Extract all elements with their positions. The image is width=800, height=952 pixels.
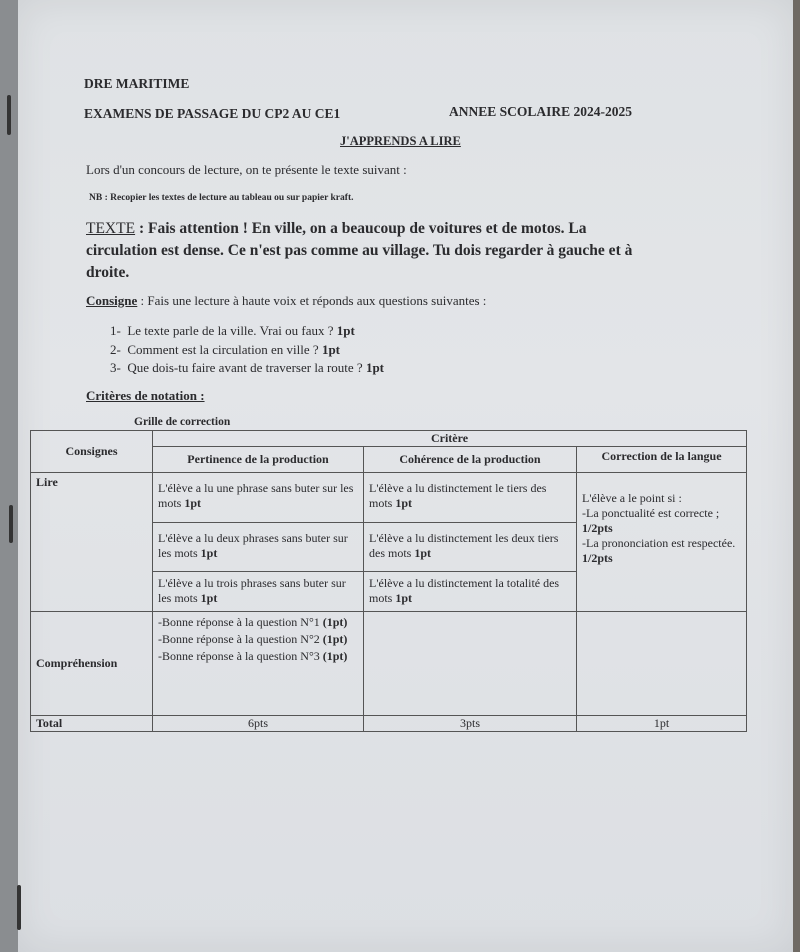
binding-mark	[7, 95, 11, 135]
total-langue: 1pt	[577, 716, 747, 732]
cell-points: 1/2pts	[582, 550, 613, 565]
total-pertinence: 6pts	[153, 716, 364, 732]
question-2	[110, 342, 340, 358]
cell-coherence-3	[364, 572, 577, 612]
cell-correction-langue	[577, 473, 747, 612]
texte-text: : Fais attention ! En ville, on a beaucoup de voitures et de motos. La	[135, 220, 587, 237]
header-consignes: Consignes	[31, 431, 153, 473]
cell-points: 1pt	[414, 546, 432, 560]
cell-points: (1pt)	[322, 615, 348, 629]
question-number: 1-	[110, 323, 121, 338]
cell-text: -Bonne réponse à la question N°3	[158, 649, 320, 663]
cell-coherence-2	[364, 523, 577, 572]
cell-points: (1pt)	[322, 632, 348, 646]
criteres-title: Critères de notation :	[86, 388, 205, 403]
cell-text: -Bonne réponse à la question N°2	[158, 632, 320, 646]
cell-pertinence-3	[153, 572, 364, 612]
row-label-comprehension: Compréhension	[31, 612, 153, 716]
dre-title: DRE MARITIME	[84, 76, 190, 91]
correction-grid	[30, 430, 747, 732]
cell-points: 1pt	[200, 546, 218, 560]
exam-title: EXAMENS DE PASSAGE DU CP2 AU CE1	[84, 106, 341, 121]
nb-note: NB : Recopier les textes de lecture au tableau ou sur papier kraft.	[89, 193, 354, 203]
cell-comprehension	[153, 612, 364, 716]
question-3	[110, 360, 384, 376]
cell-text: L'élève a lu distinctement la totalité des mots	[369, 576, 560, 605]
texte-line-3: droite.	[86, 264, 130, 281]
header-pertinence: Pertinence de la production	[153, 447, 364, 473]
question-text: Que dois-tu faire avant de traverser la route ?	[127, 360, 363, 375]
cell-text: -Bonne réponse à la question N°1	[158, 615, 320, 629]
cell-pertinence-1	[153, 473, 364, 523]
grille-title: Grille de correction	[134, 416, 231, 428]
question-points: 1pt	[321, 342, 340, 357]
question-1	[110, 323, 355, 339]
texte-line-2: circulation est dense. Ce n'est pas comme au village. Tu dois regarder à gauche et à	[86, 242, 633, 259]
intro-text: Lors d'un concours de lecture, on te présente le texte suivant :	[86, 162, 407, 177]
cell-text: L'élève a lu une phrase sans buter sur les mots	[158, 481, 354, 510]
cell-empty	[364, 612, 577, 716]
cell-text: L'élève a lu deux phrases sans buter sur les mots	[158, 531, 348, 560]
consigne-line	[86, 293, 486, 309]
cell-text: L'élève a lu distinctement le tiers des mots	[369, 481, 547, 510]
header-critere: Critère	[153, 431, 747, 447]
cell-text: L'élève a lu distinctement les deux tiers des mots	[369, 531, 559, 560]
cell-points: 1pt	[395, 496, 413, 510]
question-text: Le texte parle de la ville. Vrai ou faux ?	[127, 323, 334, 338]
header-coherence: Cohérence de la production	[364, 447, 577, 473]
total-coherence: 3pts	[364, 716, 577, 732]
binding-mark	[17, 885, 21, 930]
cell-points: 1pt	[395, 591, 413, 605]
cell-pertinence-2	[153, 523, 364, 572]
subject-title: J'APPRENDS A LIRE	[340, 134, 461, 148]
cell-points: 1pt	[200, 591, 218, 605]
cell-points: 1/2pts	[582, 520, 613, 535]
consigne-label: Consigne	[86, 293, 138, 308]
row-label-total: Total	[31, 716, 153, 732]
cell-empty	[577, 612, 747, 716]
texte-label: TEXTE	[86, 220, 136, 237]
question-text: Comment est la circulation en ville ?	[127, 342, 319, 357]
cell-points: (1pt)	[322, 649, 348, 663]
cell-text: -La ponctualité est correcte ;	[582, 505, 720, 520]
texte-line-1	[86, 218, 586, 240]
consigne-text: : Fais une lecture à haute voix et réponds aux questions suivantes :	[137, 293, 487, 308]
binding-mark	[9, 505, 13, 543]
row-label-lire: Lire	[31, 473, 153, 612]
question-points: 1pt	[365, 360, 384, 375]
cell-text: L'élève a le point si :	[582, 490, 682, 505]
cell-points: 1pt	[184, 496, 202, 510]
question-points: 1pt	[336, 323, 355, 338]
cell-coherence-1	[364, 473, 577, 523]
question-number: 3-	[110, 360, 121, 375]
cell-text: L'élève a lu trois phrases sans buter sur les mots	[158, 576, 346, 605]
question-number: 2-	[110, 342, 121, 357]
cell-text: -La prononciation est respectée.	[582, 535, 736, 550]
school-year: ANNEE SCOLAIRE 2024-2025	[449, 104, 633, 119]
header-correction-langue: Correction de la langue	[577, 447, 747, 473]
